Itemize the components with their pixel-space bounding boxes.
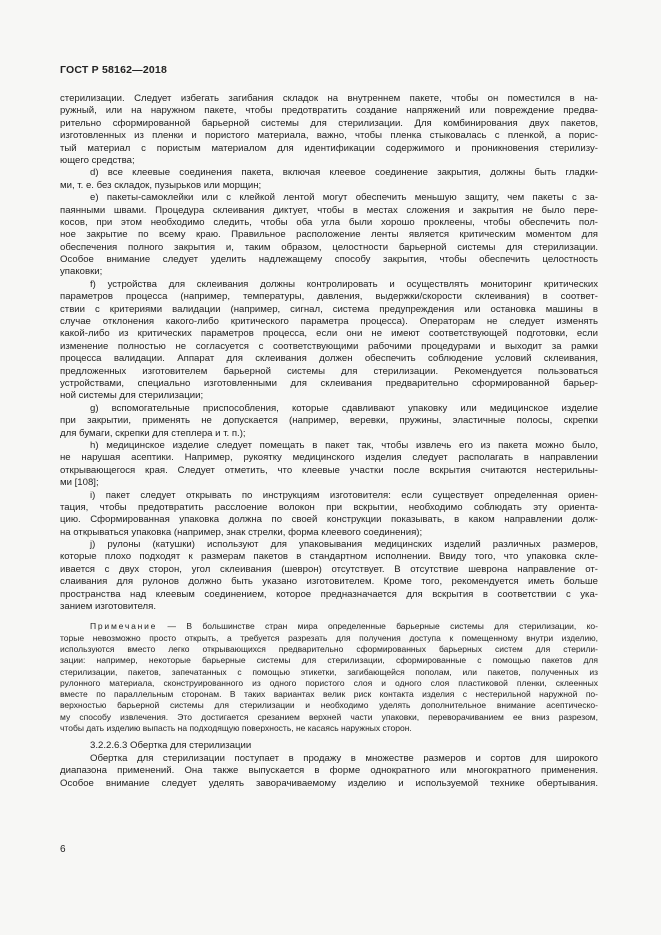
- text-line: изменение полностью не согласуется с соответствующими рабочими процедурами и выходит за рамки: [60, 340, 598, 352]
- text-line: случае отклонения какого-либо критического параметра процесса). Операторам не следует изменять: [60, 316, 598, 328]
- text-line: j) рулоны (катушки) используют для упаковывания медицинских изделий различных размеров,: [90, 539, 598, 551]
- text-line: изготовленных из пленки и пористого материала, важно, чтобы пленка стыковалась с пленкой, а порис-: [60, 130, 598, 142]
- text-line: i) пакет следует открывать по инструкциям изготовителя: если существует определенная ориен-: [90, 489, 598, 501]
- note-line: рулонного материала, сконструированного из одного пористого слоя и одного слоя пластиковой пленки, склеенных: [60, 677, 598, 688]
- text-line: ствии с критериями валидации (например, сигнал, система предупреждения или остановка машины в: [60, 303, 598, 315]
- text-line: не нарушая асептики. Например, рукоятку медицинского изделия следует располагать в направлении: [60, 452, 598, 464]
- section-line: Особое внимание следует уделять заворачиваемому изделию и используемой технике обертывания.: [60, 777, 598, 789]
- text-line: рительно сформированной барьерной системы для стерилизации. Для комбинирования двух пакетов,: [60, 117, 598, 129]
- text-line: e) пакеты-самоклейки или с клейкой лентой могут обеспечить меньшую защиту, чем пакеты с за-: [90, 192, 598, 204]
- section-line: Обертка для стерилизации поступает в продажу в множестве размеров и сортов для широкого: [90, 752, 598, 764]
- text-line: ное закрытие по всему краю. Правильное расположение ленты является критическим моментом для: [60, 229, 598, 241]
- text-line: процесса валидации. Аппарат для склеивания должен обеспечить соблюдение условий склеивания,: [60, 353, 598, 365]
- section-block: [60, 740, 598, 790]
- text-line: предложенных изготовителем барьерной системы для стерилизации. Рекомендуется пользоваться: [60, 365, 598, 377]
- text-line: стерилизации. Следует избегать загибания складок на внутреннем пакете, чтобы он поместился в на-: [60, 93, 598, 104]
- text-line: ми, т. е. без складок, пузырьков или морщин;: [60, 179, 262, 191]
- page-number: 6: [60, 844, 66, 855]
- note-label: Примечание: [90, 621, 158, 632]
- note-line: [60, 621, 598, 632]
- note-line: му способу извлечения. Это достигается срезанием верхней части упаковки, переворачиванием ее вниз разрезом,: [60, 711, 598, 722]
- text-line: g) вспомогательные приспособления, которые сдавливают упаковку или медицинское изделие: [90, 402, 598, 414]
- text-line: занием изготовителя.: [60, 601, 156, 613]
- text-line: ивается с двух сторон, угол склеивания (шеврон) отсутствует. В отсутствие шеврона направление от-: [60, 563, 598, 575]
- note-line: торые невозможно просто открыть, а требуется разрезать для получения доступа к помещенному внутри изделию,: [60, 632, 598, 643]
- text-line: ружный, или на наружном пакете, чтобы предотвратить создание напряжений или повреждение предва-: [60, 105, 598, 117]
- text-line: d) все клеевые соединения пакета, включая клеевое соединение закрытия, должны быть гладки-: [90, 167, 598, 179]
- standard-header: ГОСТ Р 58162—2018: [60, 64, 168, 76]
- text-line: слаивания для рулонов должно быть указано изготовителем. Кроме того, рекомендуется иметь больше: [60, 576, 598, 588]
- note-text: В большинстве стран мира определенные барьерные системы для стерилизации, ко-: [186, 621, 598, 632]
- text-line: открывающегося края. Следует отметить, что клеевые участки после вскрытия считаются нестерильны-: [60, 464, 598, 476]
- note-line: используются вместо легко открывающихся предварительно сформированных барьерных систем для стерили-: [60, 644, 598, 654]
- text-line: ми [108];: [60, 477, 99, 489]
- text-line: какой-либо из критических параметров процесса, если они не имеют соответствующей подготовки, если: [60, 328, 598, 340]
- text-line: для бумаги, скрепки для степлера и т. п.);: [60, 427, 246, 439]
- text-line: параметров процесса (например, температуры, давления, выдержки/скорости склеивания) в соответ-: [60, 291, 598, 303]
- text-line: ющего средства;: [60, 154, 135, 166]
- text-line: цию. Сформированная упаковка должна по своей конструкции показывать, в каком направлении долж-: [60, 514, 598, 526]
- text-line: f) устройства для склеивания должны контролировать и осуществлять мониторинг критических: [90, 278, 598, 290]
- body-text: [60, 93, 598, 613]
- main-text: [60, 93, 598, 790]
- text-line: косов, при этом необходимо следить, чтобы оба угла были хорошо проклеены, чтобы обеспечить пол-: [60, 216, 598, 228]
- text-line: которые плохо подходят к размерам пакетов в стандартном исполнении. Ввиду того, что упаковка скле-: [60, 551, 598, 563]
- section-heading: 3.2.2.6.3 Обертка для стерилизации: [90, 740, 252, 752]
- text-line: устройствами, специально изготовленными для склеивания предварительно сформированной барьер-: [60, 377, 598, 389]
- note-line: чтобы дать изделию выпасть на подходящую поверхность, не касаясь наружных сторон.: [60, 723, 412, 734]
- text-line: h) медицинское изделие следует помещать в пакет так, чтобы извлечь его из пакета можно было,: [90, 439, 598, 451]
- text-line: ной системы для стерилизации;: [60, 390, 204, 402]
- text-line: пространства над клеевым соединением, которое предназначается для вскрытия в соответствии с ука-: [60, 588, 598, 600]
- text-line: паянными швами. Процедура склеивания диктует, чтобы в местах сложения и закрытия не было пере-: [60, 204, 598, 216]
- text-line: на открываться упаковка (например, знак стрелки, форма клеевого соединения);: [60, 526, 423, 538]
- text-line: при закрытии, применять не допускается (например, веревки, пружины, эластичные полосы, скрепки: [60, 415, 598, 427]
- note-block: [60, 621, 598, 734]
- text-line: тый материал с пористым материалом для идентификации содержимого и проникновения стерилизу-: [60, 142, 598, 154]
- note-line: верхностью барьерной системы для стерилизации и необходимо уделять дополнительное внимание асептическо-: [60, 700, 598, 711]
- note-line: стерилизации, пакетов, запечатанных с помощью этикетки, загибающейся пополам, или пакетов, полученных из: [60, 666, 598, 677]
- text-line: обеспечения полного закрытия и, таким образом, целостности барьерной системы для стерилизации.: [60, 241, 598, 253]
- text-line: упаковки;: [60, 266, 103, 278]
- note-line: вместе по параллельным сторонам. В таких вариантах велик риск контакта изделия с нестерильной наружной по-: [60, 689, 598, 700]
- text-line: Особое внимание следует уделить надлежащему способу закрытия, чтобы обеспечить целостность: [60, 254, 598, 266]
- note-dash: —: [167, 621, 177, 632]
- text-line: тация, чтобы предотвратить расслоение волокон при вскрытии, необходимо соблюдать эту ориента-: [60, 501, 598, 513]
- note-line: зации: например, некоторые барьерные системы для стерилизации, сформированные с помощью пакетов для: [60, 655, 598, 666]
- section-line: диапазона применений. Она также выпускается в форме однократного или многократного применения.: [60, 765, 598, 777]
